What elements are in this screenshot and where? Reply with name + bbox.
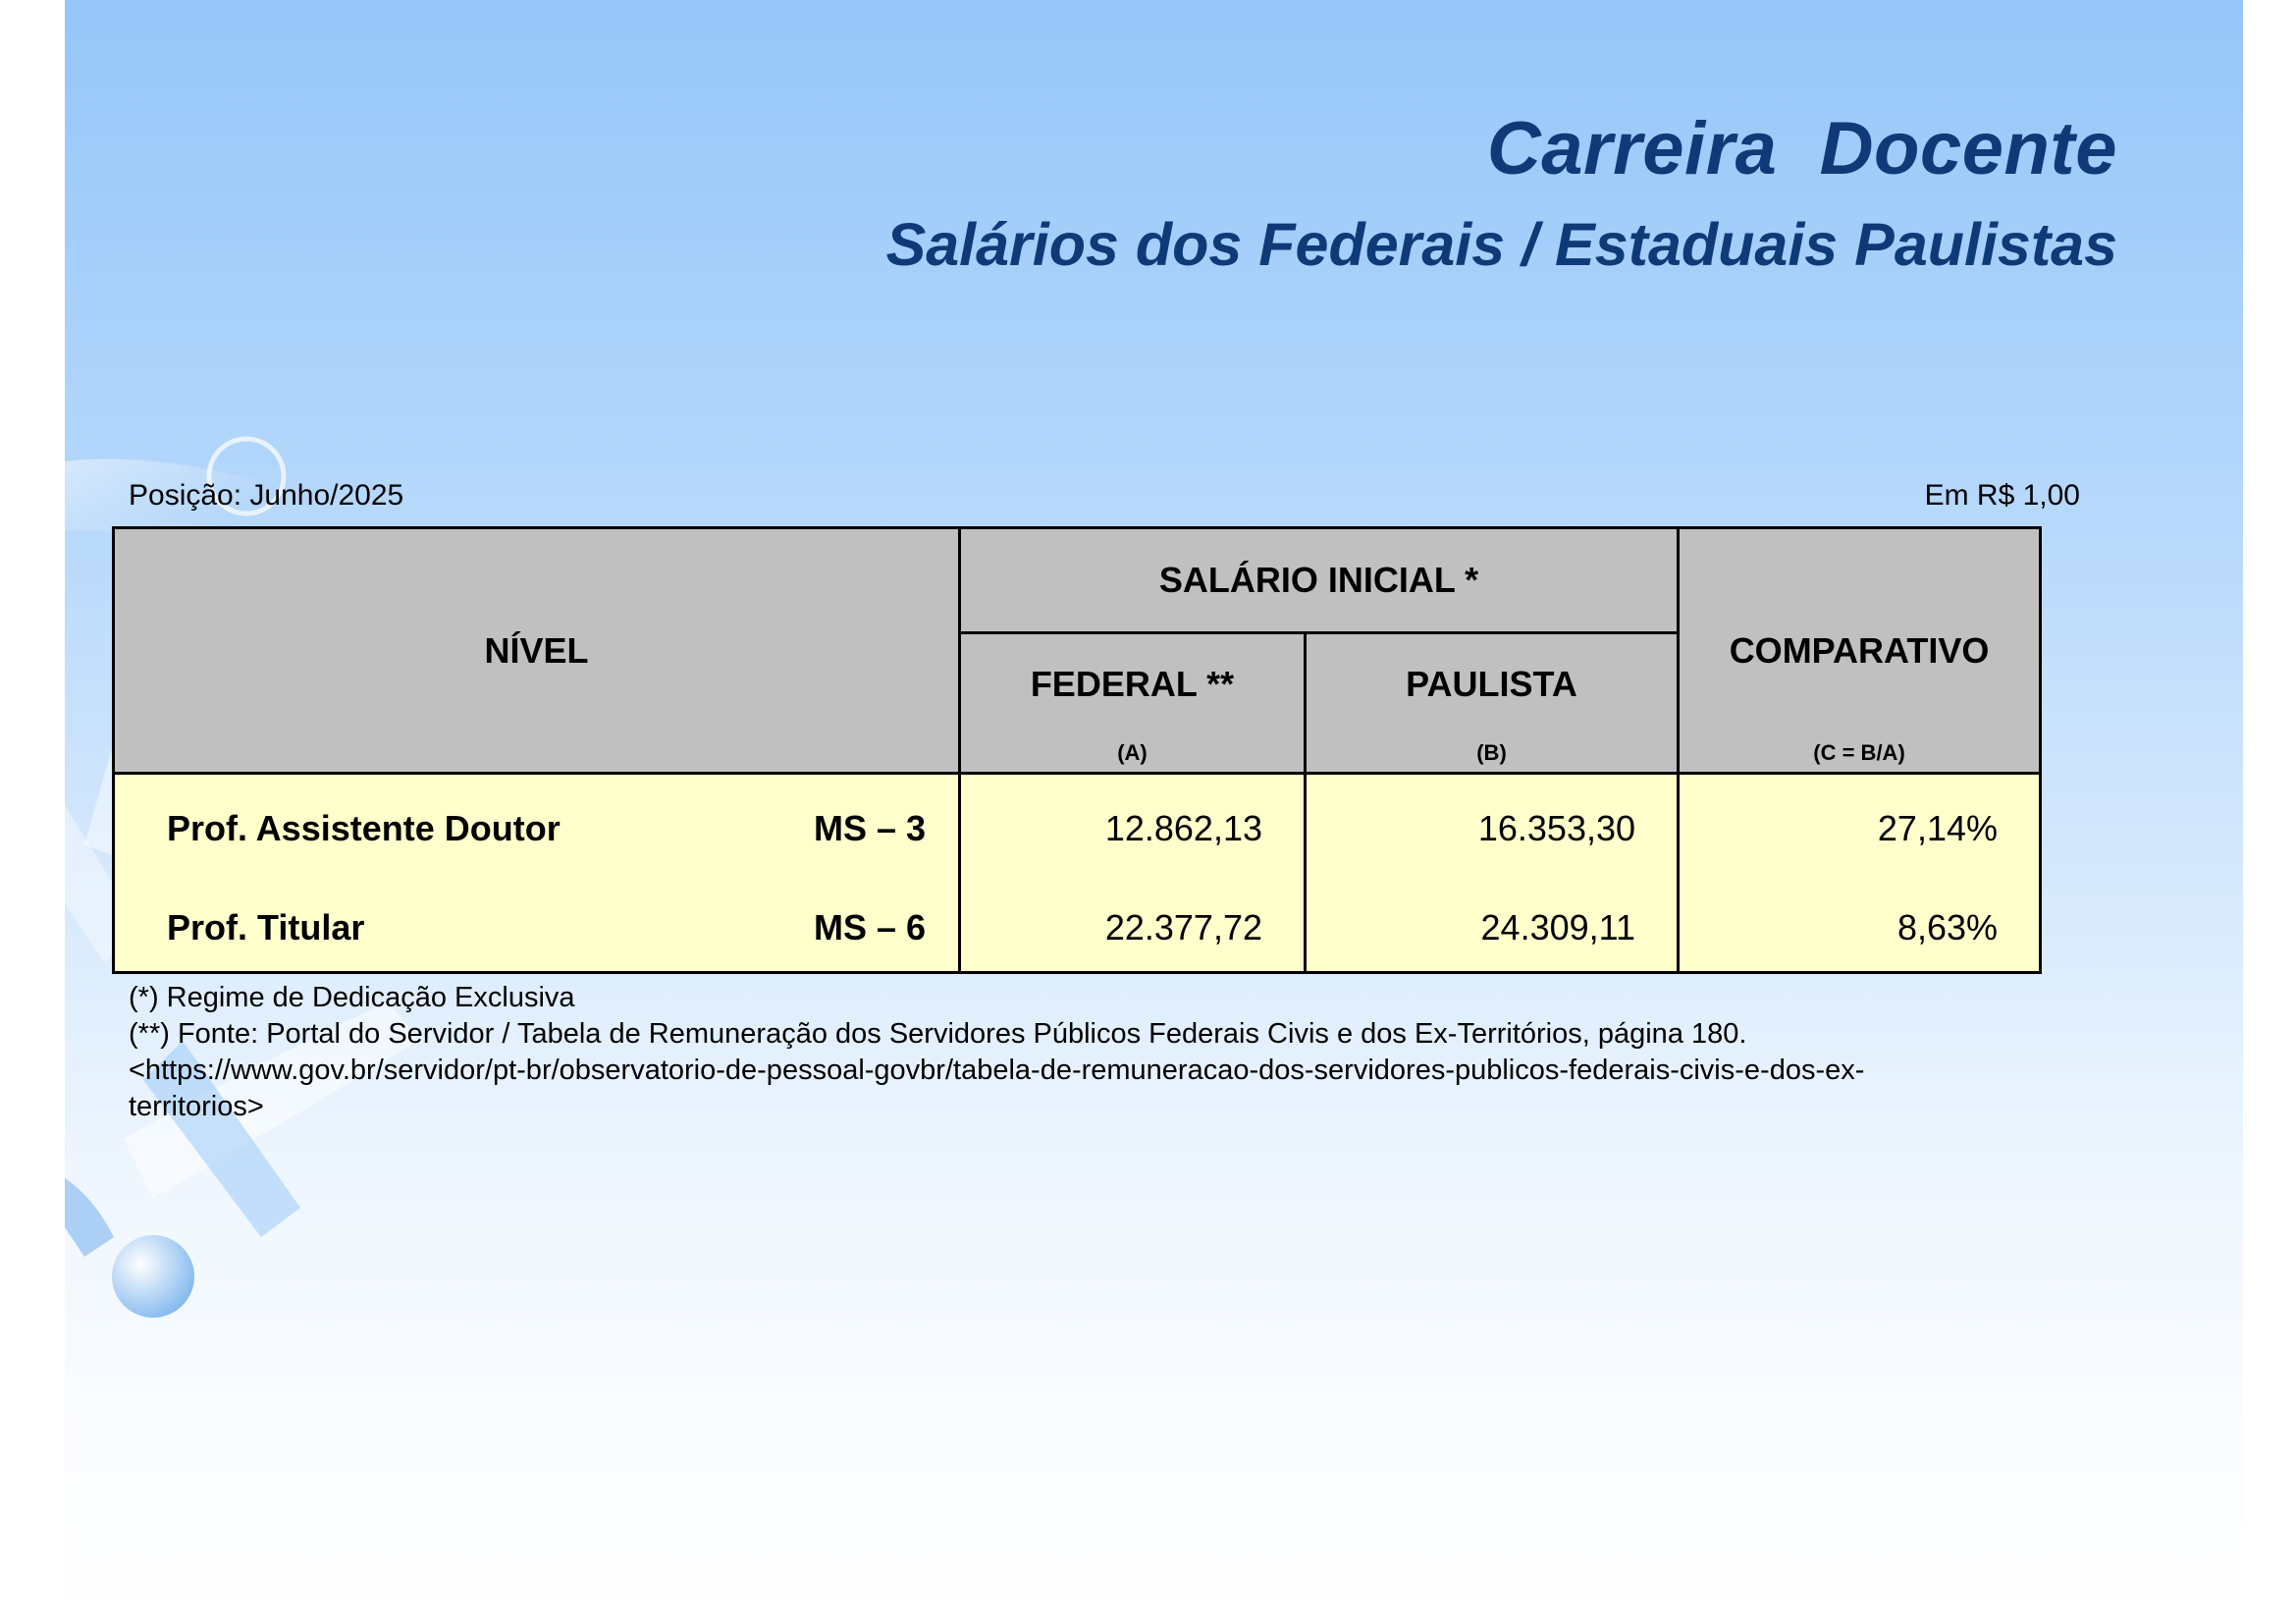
comparativo-column-cell <box>1679 774 2041 973</box>
header-paulista-note: (B) <box>1476 740 1507 765</box>
header-comparativo <box>1679 528 2041 774</box>
header-nivel: NÍVEL <box>114 528 960 774</box>
header-paulista-label: PAULISTA <box>1406 664 1577 704</box>
footnote-url: <https://www.gov.br/servidor/pt-br/observatorio-de-pessoal-govbr/tabela-de-remuneracao-dos-servidores-publicos-federais-civis-e-dos-ex- <box>129 1055 1865 1086</box>
header-federal-note: (A) <box>1117 740 1148 765</box>
position-date: Posição: Junho/2025 <box>129 479 404 512</box>
row-comparativo-value: 8,63% <box>1896 907 1999 947</box>
footnotes <box>129 980 2072 1125</box>
salary-table <box>112 526 2042 974</box>
footnote-url-continued: territorios> <box>129 1091 264 1122</box>
row-paulista-value: 24.309,11 <box>1480 907 1636 947</box>
page-title: Carreira Docente <box>1486 107 2117 190</box>
row-nivel-code: MS – 6 <box>813 907 926 947</box>
header-federal <box>960 633 1306 774</box>
header-salario-inicial: SALÁRIO INICIAL * <box>960 528 1679 633</box>
header-comparativo-formula: (C = B/A) <box>1813 740 1905 765</box>
header-federal-label: FEDERAL ** <box>1030 664 1235 704</box>
row-nivel-name: Prof. Titular <box>167 907 365 947</box>
row-federal-value: 12.862,13 <box>1104 808 1262 848</box>
currency-unit: Em R$ 1,00 <box>1924 479 2080 512</box>
footnote-dedicacao: (*) Regime de Dedicação Exclusiva <box>129 982 575 1013</box>
row-paulista-value: 16.353,30 <box>1477 808 1636 848</box>
page-subtitle: Salários dos Federais / Estaduais Paulistas <box>885 211 2117 278</box>
row-comparativo-value: 27,14% <box>1877 808 1999 848</box>
row-federal-value: 22.377,72 <box>1104 907 1262 947</box>
row-nivel-code: MS – 3 <box>813 808 926 848</box>
nivel-column-cell <box>114 774 960 973</box>
header-comparativo-label: COMPARATIVO <box>1729 629 1990 671</box>
federal-column-cell <box>960 774 1306 973</box>
header-paulista <box>1306 633 1679 774</box>
paulista-column-cell <box>1306 774 1679 973</box>
row-nivel-name: Prof. Assistente Doutor <box>167 808 561 848</box>
footnote-fonte: (**) Fonte: Portal do Servidor / Tabela de Remuneração dos Servidores Públicos Federais Civis e dos Ex-Territórios, página 180. <box>129 1018 1747 1050</box>
